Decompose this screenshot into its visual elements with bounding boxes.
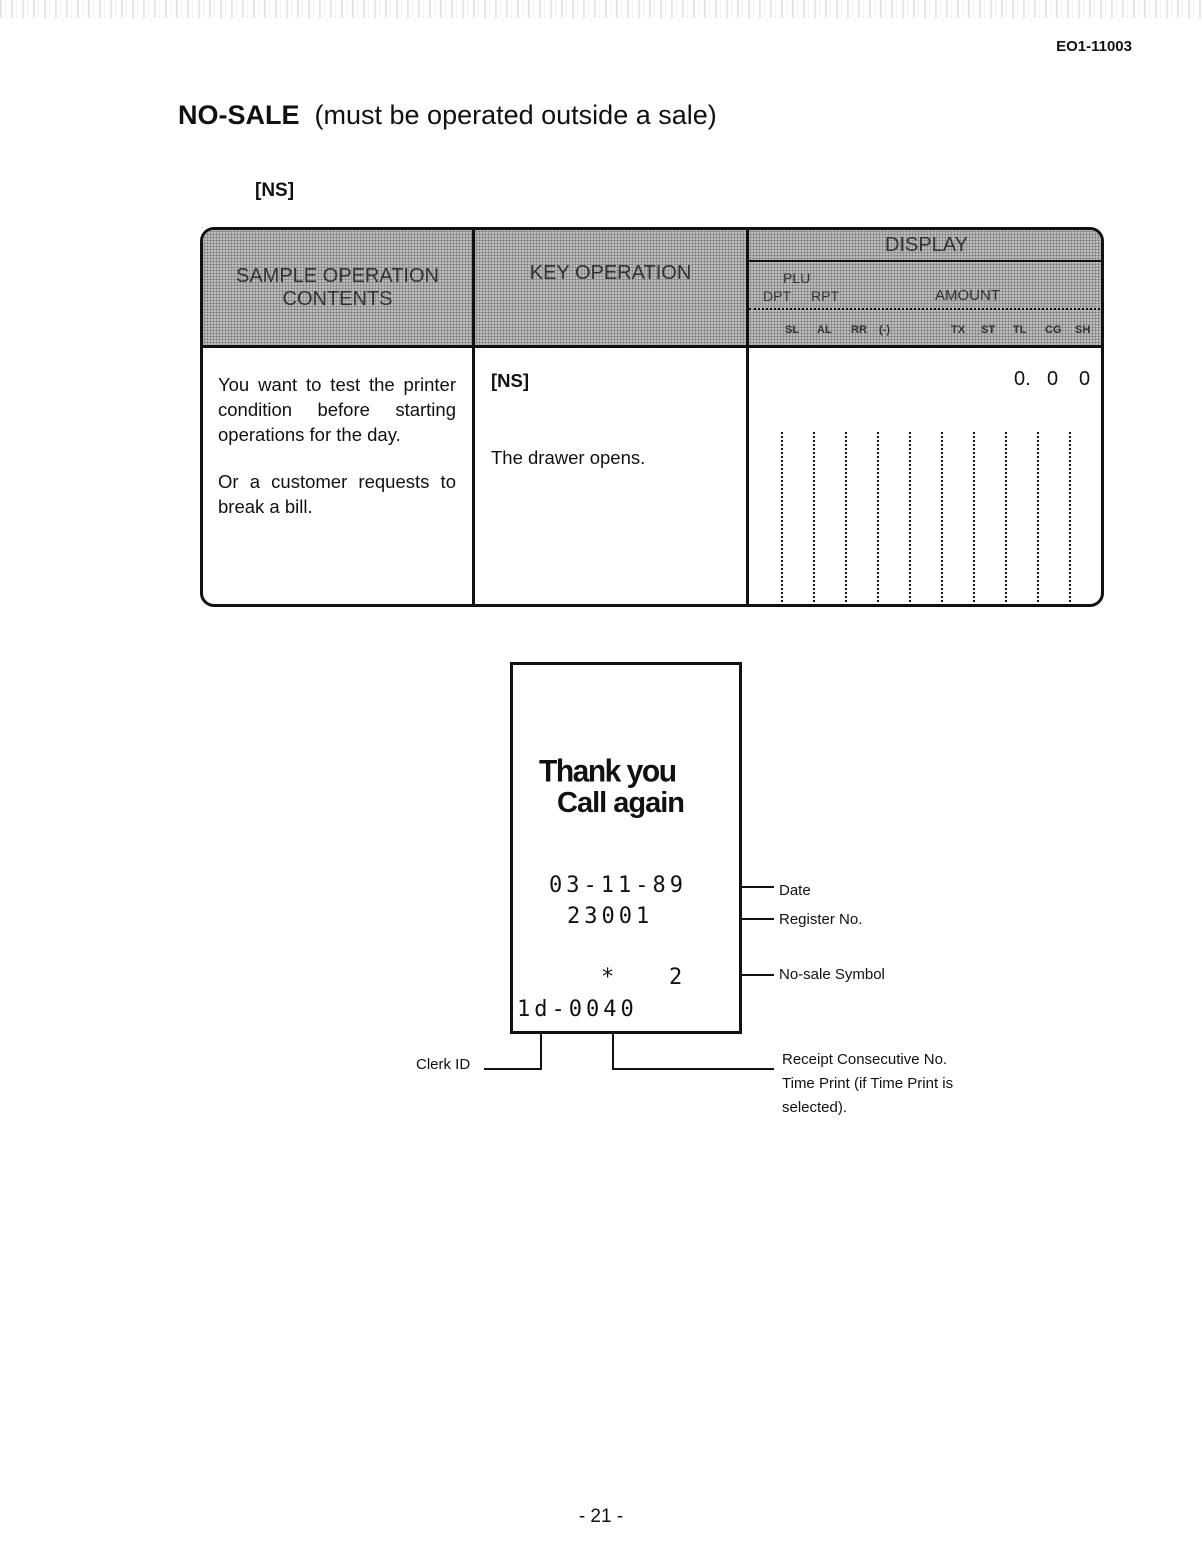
display-divider: [749, 260, 1104, 262]
sample-text-1: You want to test the printer condition before starting operations for the day.: [218, 374, 456, 445]
annotation-receipt-consecutive-no: Receipt Consecutive No.: [782, 1051, 948, 1068]
annotation-register-no: Register No.: [779, 911, 863, 928]
key-op-ns: [NS]: [491, 370, 530, 391]
display-column-line: [781, 432, 783, 602]
scan-noise: [0, 0, 1202, 18]
symbol-minus: (-): [879, 324, 890, 336]
annotation-clerk-id: Clerk ID: [416, 1056, 471, 1073]
display-digit: 0: [1047, 368, 1059, 390]
display-column-line: [845, 432, 847, 602]
symbol-al: AL: [817, 324, 832, 336]
display-digit: 0: [1079, 368, 1091, 390]
clerk-leader-horizontal: [484, 1068, 542, 1070]
symbol-sh: SH: [1075, 324, 1091, 336]
header-display: [749, 230, 1104, 348]
header-key-operation: KEY OPERATION: [475, 230, 749, 348]
header-sample-operation: SAMPLE OPERATION CONTENTS: [203, 230, 475, 348]
annotation-time-print-cont: selected).: [782, 1099, 848, 1116]
display-symbols: [771, 324, 1101, 342]
receipt-thank-you: Thank you: [539, 754, 676, 789]
display-column-line: [973, 432, 975, 602]
symbol-st: ST: [981, 324, 996, 336]
symbol-sl: SL: [785, 324, 800, 336]
key-label: [NS]: [255, 180, 295, 201]
symbol-tx: TX: [951, 324, 966, 336]
display-plu-label: PLU: [783, 270, 811, 286]
receipt-nosale-symbol: 2: [669, 965, 687, 990]
receipt-star: *: [601, 965, 619, 990]
receipt-footer: 1d-0040: [517, 997, 638, 1022]
annotation-nosale-symbol: No-sale Symbol: [779, 966, 885, 983]
display-column-line: [1069, 432, 1071, 602]
receipt-no-leader-vertical: [612, 1034, 614, 1068]
annotation-time-print: Time Print (if Time Print is: [782, 1075, 954, 1092]
operation-table: [200, 227, 1104, 607]
display-column-line: [1037, 432, 1039, 602]
clerk-leader-vertical: [540, 1034, 542, 1068]
display-rpt-label: RPT: [811, 288, 839, 304]
receipt-register-no: 23001: [567, 904, 654, 929]
receipt: [510, 662, 742, 1034]
receipt-date: 03-11-89: [549, 873, 687, 898]
page-title: [178, 100, 717, 131]
receipt-call-again: Call again: [557, 787, 684, 819]
symbol-rr: RR: [851, 324, 867, 336]
title-note: (must be operated outside a sale): [314, 100, 717, 130]
display-digit: 0.: [1014, 368, 1031, 390]
title-main: NO-SALE: [178, 100, 300, 130]
display-dotted-divider: [749, 308, 1104, 310]
sample-operation-contents: [203, 348, 475, 607]
symbol-tl: TL: [1013, 324, 1027, 336]
display-amount-label: AMOUNT: [935, 287, 1000, 304]
key-operation-contents: [475, 348, 749, 607]
display-column-line: [1005, 432, 1007, 602]
nosale-leader-line: [742, 974, 774, 976]
display-column-line: [877, 432, 879, 602]
display-readout: [749, 348, 1104, 607]
page-number: - 21 -: [578, 1506, 624, 1527]
symbol-cg: CG: [1045, 324, 1062, 336]
display-column-line: [909, 432, 911, 602]
annotation-date: Date: [779, 882, 811, 899]
receipt-no-leader-horizontal: [612, 1068, 774, 1070]
sample-text-2: Or a customer requests to break a bill.: [218, 471, 456, 517]
display-title: DISPLAY: [885, 234, 968, 256]
key-op-result: The drawer opens.: [491, 447, 646, 468]
display-dpt-label: DPT: [763, 288, 791, 304]
date-leader-line: [742, 886, 774, 888]
register-leader-line: [742, 918, 774, 920]
display-column-line: [813, 432, 815, 602]
display-column-line: [941, 432, 943, 602]
document-code: EO1-11003: [1056, 38, 1132, 55]
